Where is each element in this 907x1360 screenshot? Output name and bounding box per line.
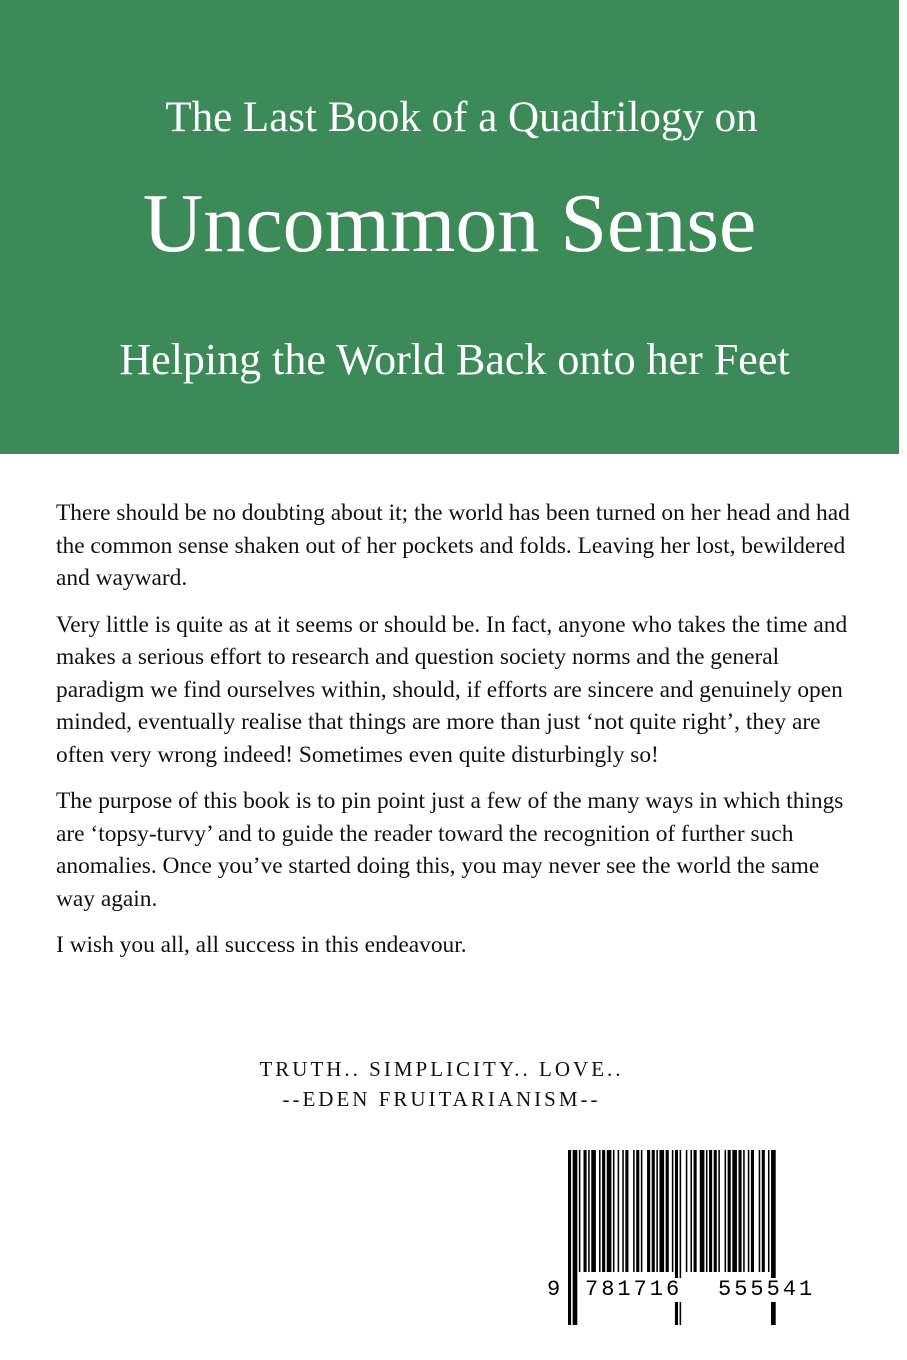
barcode-bar xyxy=(672,1150,674,1272)
barcode-bar xyxy=(625,1150,628,1272)
barcode-bar xyxy=(686,1150,688,1272)
motto-line-1: TRUTH.. SIMPLICITY.. LOVE.. xyxy=(259,1057,624,1081)
barcode-bar xyxy=(718,1150,720,1272)
barcode-bar xyxy=(641,1150,643,1272)
barcode-bar xyxy=(591,1150,596,1272)
barcode-bar xyxy=(584,1150,587,1272)
barcode-bar xyxy=(656,1150,658,1272)
barcode-bar xyxy=(743,1150,745,1272)
barcode-bar xyxy=(690,1150,692,1272)
barcode-digits-right: 555541 xyxy=(718,1277,816,1302)
barcode-bar xyxy=(714,1150,717,1272)
barcode-bar xyxy=(751,1150,754,1272)
barcode-digits-left: 781716 xyxy=(585,1277,683,1302)
barcode-bar xyxy=(659,1150,664,1272)
barcode-bar xyxy=(709,1150,712,1272)
barcode-bar xyxy=(652,1150,655,1272)
barcode-bar xyxy=(759,1150,761,1272)
barcode-bar xyxy=(573,1150,578,1325)
blurb-paragraph: There should be no doubting about it; the world has been turned on her head and had the common sense shaken out of her pockets and folds. Leaving her lost, bewildered and wayward. xyxy=(56,500,850,591)
blurb-paragraph: The purpose of this book is to pin point just a few of the many ways in which things are ‘topsy-turvy’ and to guide the reader toward the recognition of further such anomalies. Once you’ve started doing this, you may never see the world the same way again. xyxy=(56,788,844,912)
barcode-bar xyxy=(768,1150,770,1272)
book-title: Uncommon Sense xyxy=(142,177,757,270)
barcode-bar xyxy=(739,1150,742,1272)
barcode-bar xyxy=(666,1150,669,1272)
barcode-bar xyxy=(700,1150,705,1272)
barcode-bar xyxy=(622,1150,624,1272)
series-line: The Last Book of a Quadrilogy on xyxy=(165,94,758,141)
barcode-bar xyxy=(636,1150,639,1272)
blurb-paragraph: Very little is quite as at it seems or should be. In fact, anyone who takes the time and makes a serious effort to research and question society norms and the general paradigm we find ourselves within, should, if efforts are sincere and genuinely open minded, eventually realise that things are more than just ‘not quite right’, they are often very wrong indeed! Sometimes even quite disturbingly so! xyxy=(56,611,848,768)
barcode-bar xyxy=(607,1150,612,1272)
barcode-bar xyxy=(732,1150,737,1272)
back-cover-blurb xyxy=(56,497,856,976)
barcode-bar xyxy=(748,1150,750,1272)
book-subtitle: Helping the World Back onto her Feet xyxy=(119,335,790,384)
motto xyxy=(0,1054,883,1114)
barcode-bar xyxy=(588,1150,590,1272)
barcode-bar xyxy=(579,1150,581,1272)
barcode-bar xyxy=(599,1150,601,1272)
barcode-bar xyxy=(762,1150,765,1272)
barcode-bar xyxy=(618,1150,620,1272)
barcode-bar xyxy=(568,1150,571,1325)
motto-line-2: --EDEN FRUITARIANISM-- xyxy=(282,1087,601,1111)
cover-banner xyxy=(0,0,899,454)
barcode-bar xyxy=(725,1150,727,1272)
blurb-paragraph: I wish you all, all success in this endeavour. xyxy=(56,932,467,958)
barcode-bar xyxy=(602,1150,605,1272)
barcode-bar xyxy=(728,1150,731,1272)
barcode-bar xyxy=(647,1150,650,1272)
barcode-bar xyxy=(633,1150,635,1272)
barcode-bar xyxy=(694,1150,697,1272)
barcode-digit-first: 9 xyxy=(547,1277,564,1302)
barcode-bar xyxy=(706,1150,708,1272)
barcode-bar xyxy=(613,1150,615,1272)
